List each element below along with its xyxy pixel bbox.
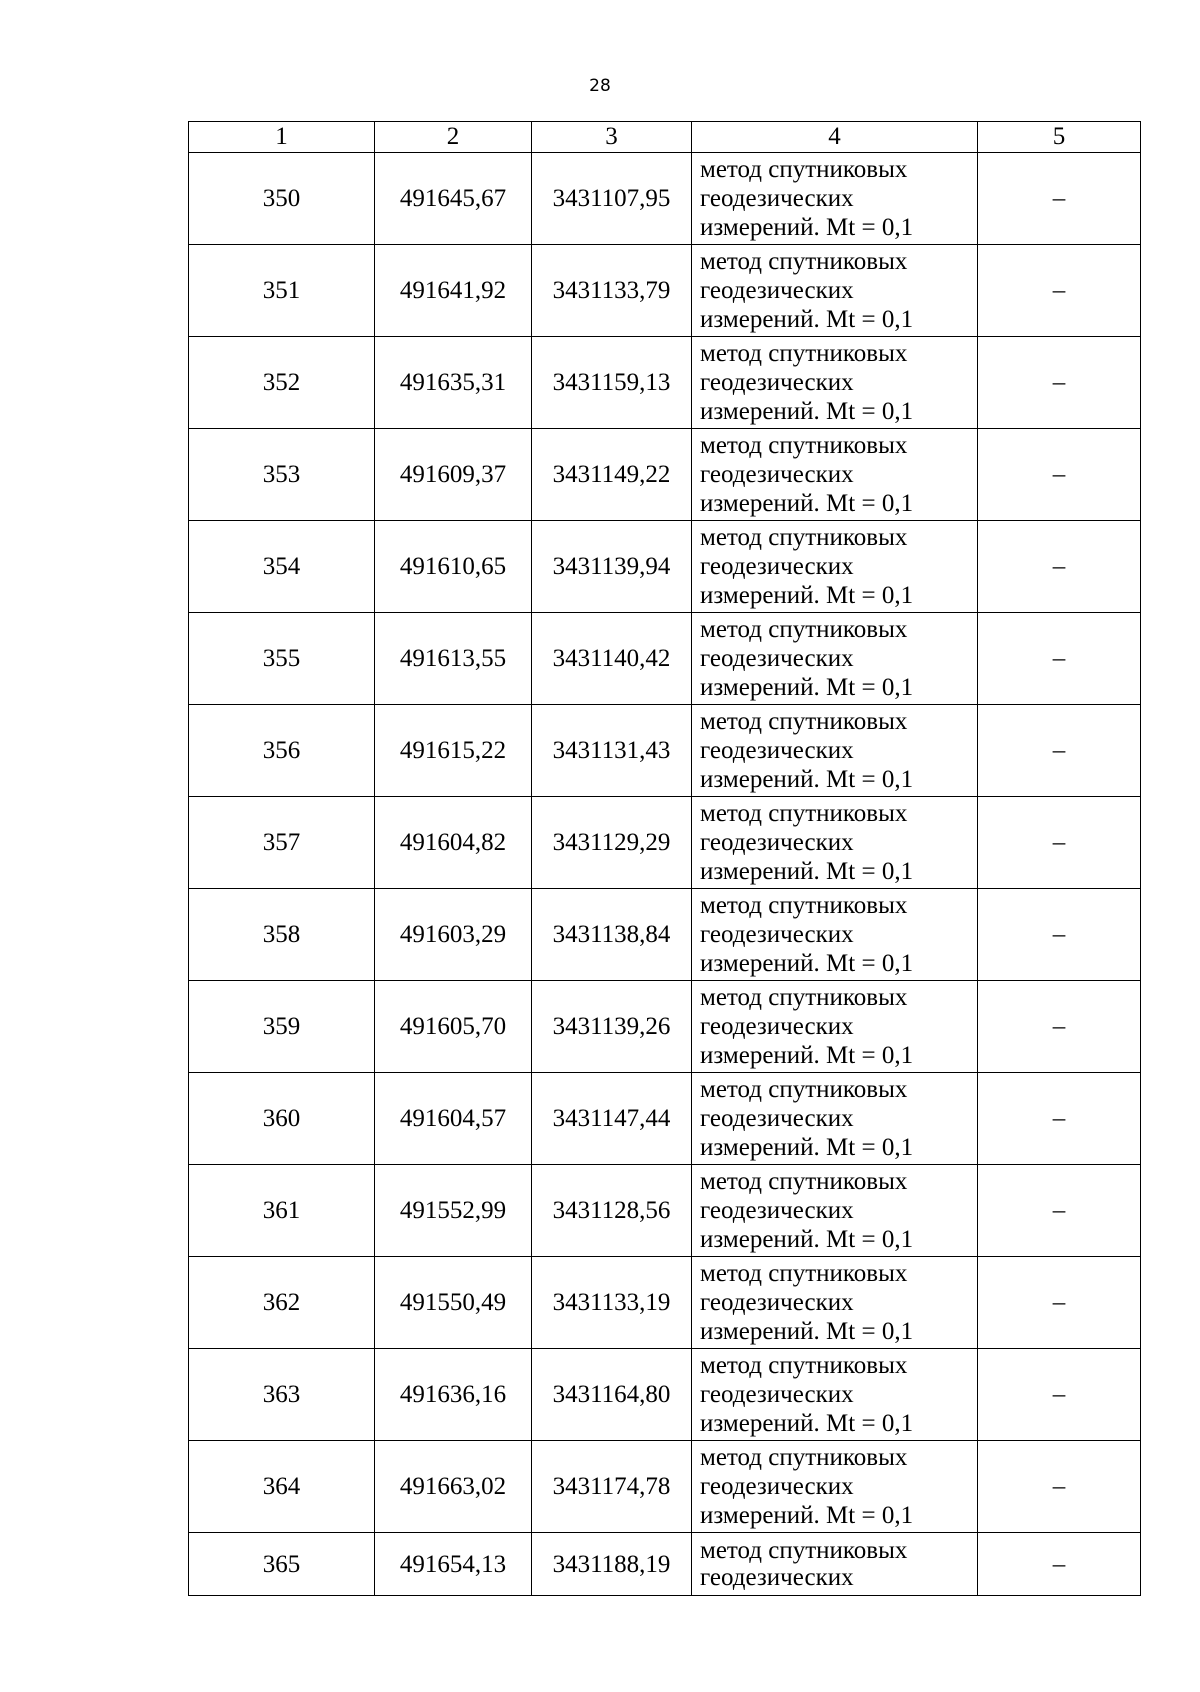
- table-row: [189, 1349, 1141, 1441]
- x-coordinate-cell: 491550,49: [375, 1257, 532, 1349]
- column-header: 3: [532, 122, 692, 153]
- method-line: метод спутниковых: [700, 340, 908, 367]
- x-coordinate-cell: 491610,65: [375, 521, 532, 613]
- point-number-cell: 364: [189, 1441, 375, 1533]
- y-coordinate-cell: 3431147,44: [532, 1073, 692, 1165]
- method-cell: [692, 613, 978, 705]
- point-number-cell: 363: [189, 1349, 375, 1441]
- note-cell: –: [978, 797, 1141, 889]
- point-number-cell: 356: [189, 705, 375, 797]
- table-row: [189, 153, 1141, 245]
- method-line: геодезических: [700, 645, 854, 672]
- point-number-cell: 358: [189, 889, 375, 981]
- method-line: метод спутниковых: [700, 1076, 908, 1103]
- method-line: измерений. Mt = 0,1: [700, 766, 914, 793]
- note-cell: –: [978, 337, 1141, 429]
- table-row: [189, 429, 1141, 521]
- method-line: измерений. Mt = 0,1: [700, 1502, 914, 1529]
- method-cell: [692, 153, 978, 245]
- table-row: [189, 245, 1141, 337]
- method-line: метод спутниковых: [700, 248, 908, 275]
- method-cell: [692, 245, 978, 337]
- method-cell: [692, 1165, 978, 1257]
- method-line: метод спутниковых: [700, 524, 908, 551]
- method-line: геодезических: [700, 1105, 854, 1132]
- table-row: [189, 797, 1141, 889]
- point-number-cell: 360: [189, 1073, 375, 1165]
- method-line: измерений. Mt = 0,1: [700, 582, 914, 609]
- method-line: геодезических: [700, 829, 854, 856]
- x-coordinate-cell: 491636,16: [375, 1349, 532, 1441]
- method-line: измерений. Mt = 0,1: [700, 1226, 914, 1253]
- note-cell: –: [978, 1257, 1141, 1349]
- y-coordinate-cell: 3431139,94: [532, 521, 692, 613]
- method-line: геодезических: [700, 185, 854, 212]
- method-line: измерений. Mt = 0,1: [700, 1410, 914, 1437]
- column-header: 1: [189, 122, 375, 153]
- note-cell: –: [978, 245, 1141, 337]
- y-coordinate-cell: 3431138,84: [532, 889, 692, 981]
- method-line: метод спутниковых: [700, 892, 908, 919]
- method-line: измерений. Mt = 0,1: [700, 214, 914, 241]
- y-coordinate-cell: 3431188,19: [532, 1533, 692, 1596]
- method-line: геодезических: [700, 1381, 854, 1408]
- table-row: [189, 889, 1141, 981]
- x-coordinate-cell: 491609,37: [375, 429, 532, 521]
- method-line: геодезических: [700, 921, 854, 948]
- x-coordinate-cell: 491605,70: [375, 981, 532, 1073]
- method-line: геодезических: [700, 553, 854, 580]
- y-coordinate-cell: 3431133,19: [532, 1257, 692, 1349]
- method-line: геодезических: [700, 461, 854, 488]
- method-line: метод спутниковых: [700, 156, 908, 183]
- x-coordinate-cell: 491635,31: [375, 337, 532, 429]
- point-number-cell: 357: [189, 797, 375, 889]
- method-line: метод спутниковых: [700, 432, 908, 459]
- method-line: метод спутниковых: [700, 1352, 908, 1379]
- x-coordinate-cell: 491552,99: [375, 1165, 532, 1257]
- method-line: геодезических: [700, 737, 854, 764]
- point-number-cell: 354: [189, 521, 375, 613]
- table-row: [189, 705, 1141, 797]
- column-header: 4: [692, 122, 978, 153]
- x-coordinate-cell: 491604,57: [375, 1073, 532, 1165]
- method-line: геодезических: [700, 277, 854, 304]
- method-line: измерений. Mt = 0,1: [700, 674, 914, 701]
- method-line: измерений. Mt = 0,1: [700, 490, 914, 517]
- page-number: 28: [589, 76, 611, 96]
- x-coordinate-cell: 491615,22: [375, 705, 532, 797]
- y-coordinate-cell: 3431133,79: [532, 245, 692, 337]
- y-coordinate-cell: 3431140,42: [532, 613, 692, 705]
- note-cell: –: [978, 521, 1141, 613]
- coordinates-table: [188, 121, 1141, 1596]
- method-cell: [692, 337, 978, 429]
- method-line: измерений. Mt = 0,1: [700, 950, 914, 977]
- x-coordinate-cell: 491654,13: [375, 1533, 532, 1596]
- method-line: метод спутниковых: [700, 1168, 908, 1195]
- method-cell: [692, 1349, 978, 1441]
- point-number-cell: 361: [189, 1165, 375, 1257]
- y-coordinate-cell: 3431139,26: [532, 981, 692, 1073]
- note-cell: –: [978, 429, 1141, 521]
- y-coordinate-cell: 3431164,80: [532, 1349, 692, 1441]
- column-header: 5: [978, 122, 1141, 153]
- x-coordinate-cell: 491604,82: [375, 797, 532, 889]
- note-cell: –: [978, 1533, 1141, 1596]
- x-coordinate-cell: 491663,02: [375, 1441, 532, 1533]
- y-coordinate-cell: 3431159,13: [532, 337, 692, 429]
- method-cell: [692, 797, 978, 889]
- method-cell: [692, 1257, 978, 1349]
- x-coordinate-cell: 491641,92: [375, 245, 532, 337]
- method-cell: [692, 1073, 978, 1165]
- point-number-cell: 350: [189, 153, 375, 245]
- x-coordinate-cell: 491613,55: [375, 613, 532, 705]
- table-row: [189, 613, 1141, 705]
- method-line: геодезических: [700, 1564, 854, 1591]
- table-row: [189, 1165, 1141, 1257]
- note-cell: –: [978, 889, 1141, 981]
- table-row: [189, 981, 1141, 1073]
- y-coordinate-cell: 3431174,78: [532, 1441, 692, 1533]
- note-cell: –: [978, 981, 1141, 1073]
- point-number-cell: 352: [189, 337, 375, 429]
- y-coordinate-cell: 3431129,29: [532, 797, 692, 889]
- y-coordinate-cell: 3431128,56: [532, 1165, 692, 1257]
- method-line: измерений. Mt = 0,1: [700, 1318, 914, 1345]
- method-cell: [692, 521, 978, 613]
- table-row: [189, 1533, 1141, 1596]
- y-coordinate-cell: 3431107,95: [532, 153, 692, 245]
- method-line: метод спутниковых: [700, 1537, 908, 1564]
- note-cell: –: [978, 613, 1141, 705]
- method-line: метод спутниковых: [700, 1444, 908, 1471]
- note-cell: –: [978, 1349, 1141, 1441]
- y-coordinate-cell: 3431131,43: [532, 705, 692, 797]
- method-line: метод спутниковых: [700, 616, 908, 643]
- method-line: измерений. Mt = 0,1: [700, 858, 914, 885]
- method-cell: [692, 889, 978, 981]
- method-line: геодезических: [700, 1197, 854, 1224]
- note-cell: –: [978, 1073, 1141, 1165]
- method-line: метод спутниковых: [700, 708, 908, 735]
- method-line: измерений. Mt = 0,1: [700, 306, 914, 333]
- method-line: геодезических: [700, 1289, 854, 1316]
- method-cell: [692, 705, 978, 797]
- column-header: 2: [375, 122, 532, 153]
- point-number-cell: 362: [189, 1257, 375, 1349]
- y-coordinate-cell: 3431149,22: [532, 429, 692, 521]
- method-line: метод спутниковых: [700, 984, 908, 1011]
- method-line: геодезических: [700, 1013, 854, 1040]
- note-cell: –: [978, 1441, 1141, 1533]
- point-number-cell: 355: [189, 613, 375, 705]
- point-number-cell: 351: [189, 245, 375, 337]
- x-coordinate-cell: 491603,29: [375, 889, 532, 981]
- table-header-row: [189, 122, 1141, 153]
- table-row: [189, 521, 1141, 613]
- method-line: геодезических: [700, 1473, 854, 1500]
- method-cell: [692, 1533, 978, 1596]
- x-coordinate-cell: 491645,67: [375, 153, 532, 245]
- method-line: метод спутниковых: [700, 1260, 908, 1287]
- method-cell: [692, 429, 978, 521]
- method-line: измерений. Mt = 0,1: [700, 1042, 914, 1069]
- method-cell: [692, 981, 978, 1073]
- method-line: геодезических: [700, 369, 854, 396]
- method-cell: [692, 1441, 978, 1533]
- table-row: [189, 1073, 1141, 1165]
- method-line: метод спутниковых: [700, 800, 908, 827]
- method-line: измерений. Mt = 0,1: [700, 1134, 914, 1161]
- note-cell: –: [978, 705, 1141, 797]
- point-number-cell: 359: [189, 981, 375, 1073]
- table-row: [189, 1441, 1141, 1533]
- method-line: измерений. Mt = 0,1: [700, 398, 914, 425]
- point-number-cell: 365: [189, 1533, 375, 1596]
- table-row: [189, 337, 1141, 429]
- point-number-cell: 353: [189, 429, 375, 521]
- table-row: [189, 1257, 1141, 1349]
- note-cell: –: [978, 1165, 1141, 1257]
- note-cell: –: [978, 153, 1141, 245]
